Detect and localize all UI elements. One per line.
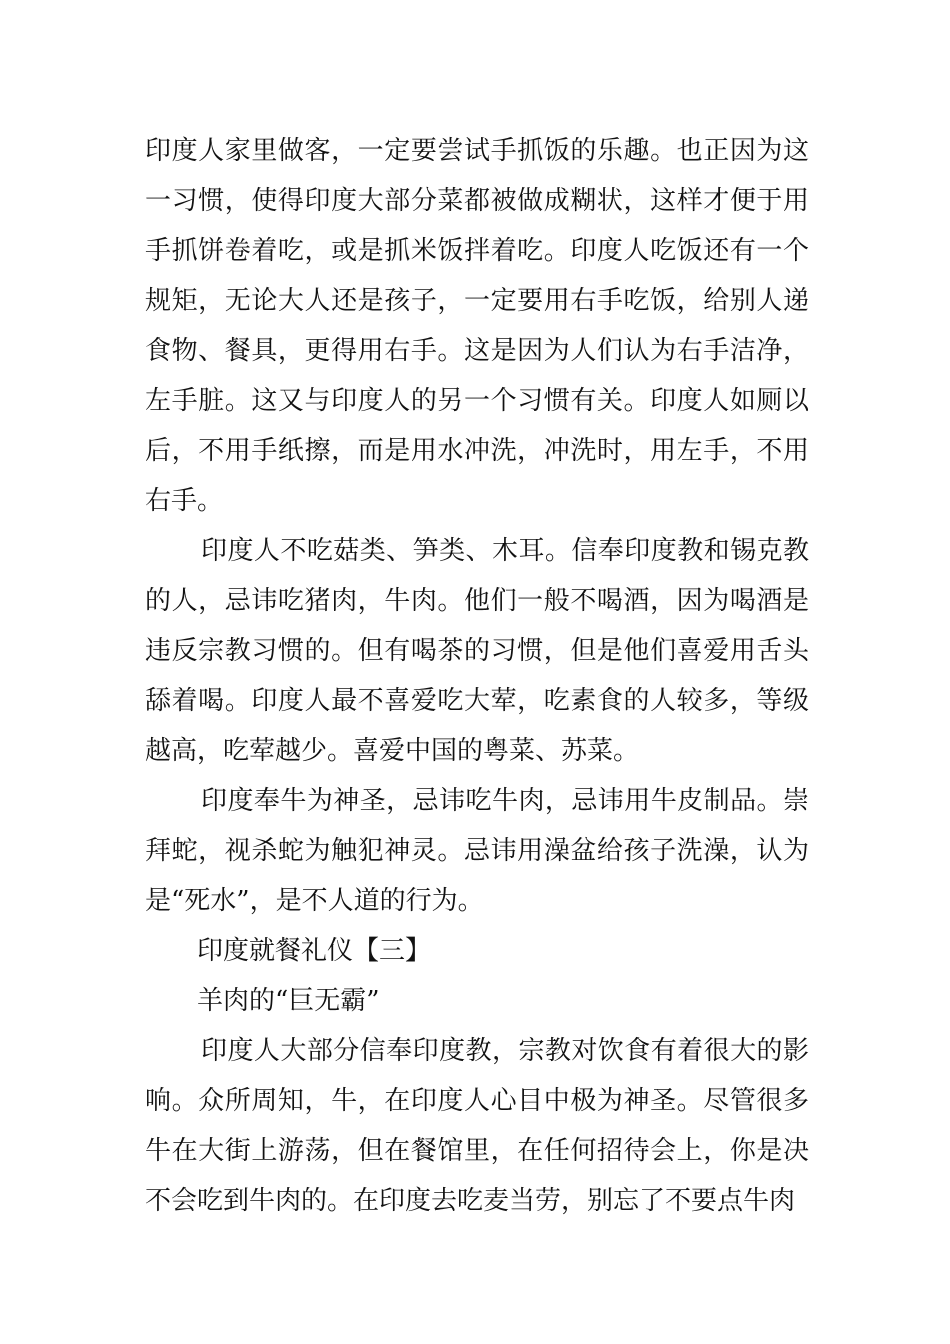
subsection-heading: 羊肉的“巨无霸” bbox=[197, 986, 380, 1016]
body-paragraph-3: 印度奉牛为神圣，忌讳吃牛肉，忌讳用牛皮制品。崇拜蛇，视杀蛇为触犯神灵。忌讳用澡盆给孩子洗澡，认为是“死水”，是不人道的行为。 bbox=[145, 786, 809, 916]
document-page bbox=[145, 126, 809, 1226]
body-paragraph-1: 印度人家里做客，一定要尝试手抓饭的乐趣。也正因为这一习惯，使得印度大部分菜都被做成糊状，这样才便于用手抓饼卷着吃，或是抓米饭拌着吃。印度人吃饭还有一个规矩，无论大人还是孩子，一定要用右手吃饭，给别人递食物、餐具，更得用右手。这是因为人们认为右手洁净，左手脏。这又与印度人的另一个习惯有关。印度人如厕以后，不用手纸擦，而是用水冲洗，冲洗时，用左手，不用右手。 bbox=[145, 136, 809, 516]
body-paragraph-2: 印度人不吃菇类、笋类、木耳。信奉印度教和锡克教的人，忌讳吃猪肉，牛肉。他们一般不喝酒，因为喝酒是违反宗教习惯的。但有喝茶的习惯，但是他们喜爱用舌头舔着喝。印度人最不喜爱吃大荤，吃素食的人较多，等级越高，吃荤越少。喜爱中国的粤菜、苏菜。 bbox=[145, 536, 809, 766]
section-heading: 印度就餐礼仪【三】 bbox=[197, 936, 432, 966]
body-paragraph-4: 印度人大部分信奉印度教，宗教对饮食有着很大的影响。众所周知，牛，在印度人心目中极为神圣。尽管很多牛在大街上游荡，但在餐馆里，在任何招待会上，你是决不会吃到牛肉的。在印度去吃麦当劳，别忘了不要点牛肉 bbox=[145, 1036, 809, 1216]
